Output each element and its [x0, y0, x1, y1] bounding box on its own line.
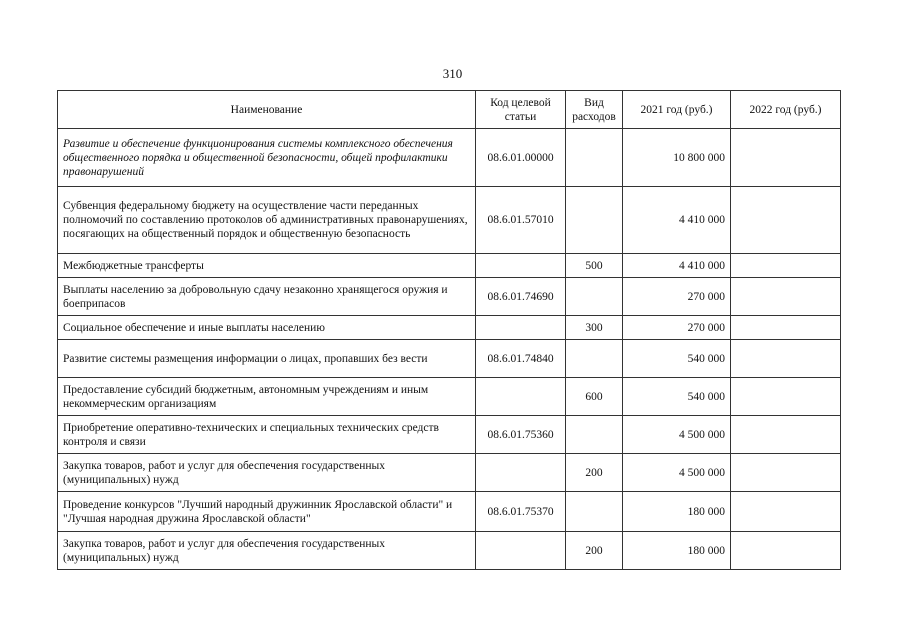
- table-row: [58, 187, 841, 254]
- row-type: 200: [566, 454, 623, 492]
- row-type: [566, 416, 623, 454]
- row-amount-2022: [731, 254, 841, 278]
- row-name: Выплаты населению за добровольную сдачу незаконно хранящегося оружия и боеприпасов: [58, 278, 476, 316]
- row-name: Проведение конкурсов "Лучший народный дружинник Ярославской области" и "Лучшая народная дружина Ярославской области": [58, 492, 476, 532]
- row-name: Развитие системы размещения информации о лицах, пропавших без вести: [58, 340, 476, 378]
- table-row: [58, 278, 841, 316]
- row-name: Межбюджетные трансферты: [58, 254, 476, 278]
- row-amount-2022: [731, 378, 841, 416]
- row-amount-2021: 270 000: [623, 278, 731, 316]
- column-header-name: Наименование: [58, 91, 476, 129]
- table-row: [58, 129, 841, 187]
- row-amount-2022: [731, 416, 841, 454]
- row-code: [476, 254, 566, 278]
- row-amount-2021: 4 410 000: [623, 254, 731, 278]
- table-row: [58, 454, 841, 492]
- row-code: 08.6.01.75370: [476, 492, 566, 532]
- row-type: 500: [566, 254, 623, 278]
- table-row: [58, 316, 841, 340]
- row-name: Закупка товаров, работ и услуг для обеспечения государственных (муниципальных) нужд: [58, 454, 476, 492]
- row-code: 08.6.01.74690: [476, 278, 566, 316]
- row-type: 300: [566, 316, 623, 340]
- row-amount-2022: [731, 532, 841, 570]
- row-name: Приобретение оперативно-технических и специальных технических средств контроля и связи: [58, 416, 476, 454]
- row-name: Развитие и обеспечение функционирования системы комплексного обеспечения общественного порядка и общественной безопасности, общей профилактики правонарушений: [58, 129, 476, 187]
- row-amount-2021: 4 500 000: [623, 454, 731, 492]
- row-code: [476, 316, 566, 340]
- row-name: Предоставление субсидий бюджетным, автономным учреждениям и иным некоммерческим организациям: [58, 378, 476, 416]
- row-type: [566, 492, 623, 532]
- row-amount-2022: [731, 340, 841, 378]
- row-type: [566, 129, 623, 187]
- table-row: [58, 340, 841, 378]
- row-amount-2022: [731, 316, 841, 340]
- table-row: [58, 378, 841, 416]
- row-amount-2021: 10 800 000: [623, 129, 731, 187]
- row-type: [566, 278, 623, 316]
- row-amount-2021: 4 500 000: [623, 416, 731, 454]
- row-name: Субвенция федеральному бюджету на осуществление части переданных полномочий по составлению протоколов об административных правонарушениях, посягающих на общественный порядок и общественную безопасность: [58, 187, 476, 254]
- row-code: [476, 532, 566, 570]
- row-code: 08.6.01.00000: [476, 129, 566, 187]
- table-row: [58, 254, 841, 278]
- row-amount-2021: 540 000: [623, 378, 731, 416]
- row-amount-2021: 4 410 000: [623, 187, 731, 254]
- column-header-code: Код целевой статьи: [476, 91, 566, 129]
- row-amount-2021: 270 000: [623, 316, 731, 340]
- row-code: 08.6.01.74840: [476, 340, 566, 378]
- row-amount-2022: [731, 492, 841, 532]
- row-code: 08.6.01.75360: [476, 416, 566, 454]
- row-amount-2021: 180 000: [623, 492, 731, 532]
- table-row: [58, 492, 841, 532]
- row-code: 08.6.01.57010: [476, 187, 566, 254]
- row-code: [476, 378, 566, 416]
- column-header-type: Вид расходов: [566, 91, 623, 129]
- budget-table: [57, 90, 841, 570]
- page-number: 310: [442, 66, 463, 81]
- row-type: [566, 340, 623, 378]
- row-amount-2021: 540 000: [623, 340, 731, 378]
- row-type: 200: [566, 532, 623, 570]
- row-type: [566, 187, 623, 254]
- column-header-2021: 2021 год (руб.): [623, 91, 731, 129]
- row-amount-2022: [731, 278, 841, 316]
- row-code: [476, 454, 566, 492]
- table-header-row: [58, 91, 841, 129]
- table-row: [58, 532, 841, 570]
- row-amount-2022: [731, 187, 841, 254]
- row-amount-2022: [731, 129, 841, 187]
- column-header-2022: 2022 год (руб.): [731, 91, 841, 129]
- row-amount-2021: 180 000: [623, 532, 731, 570]
- row-name: Закупка товаров, работ и услуг для обеспечения государственных (муниципальных) нужд: [58, 532, 476, 570]
- row-type: 600: [566, 378, 623, 416]
- table-row: [58, 416, 841, 454]
- row-amount-2022: [731, 454, 841, 492]
- row-name: Социальное обеспечение и иные выплаты населению: [58, 316, 476, 340]
